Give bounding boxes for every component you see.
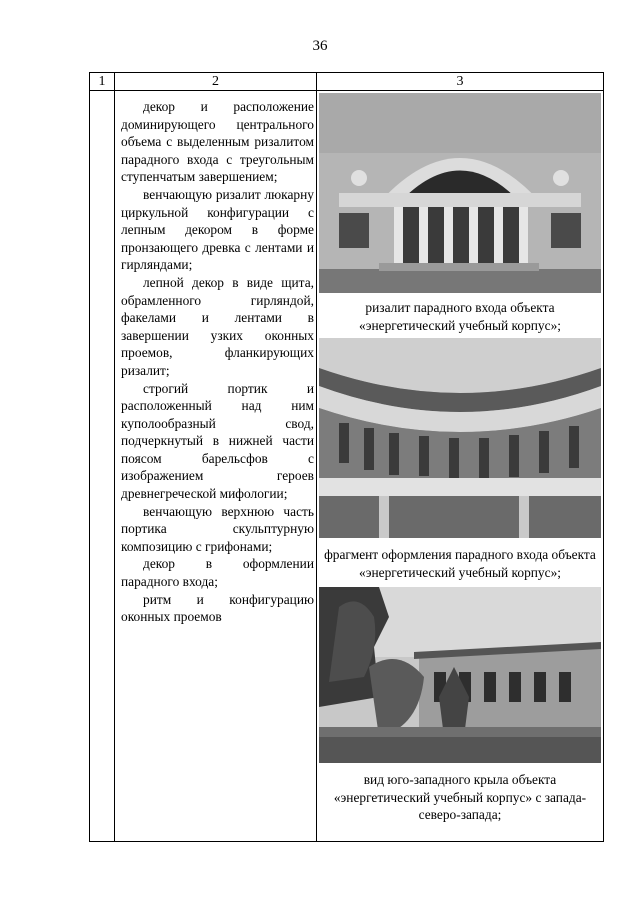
building-facade-photo [319, 93, 601, 293]
list-item: декор в оформлении парадного входа; [121, 556, 314, 590]
list-item: лепной декор в виде щита, обрамленного гирляндой, факелами и лентами в завершении узких оконных проемов, фланкирующих ризалит; [121, 274, 314, 378]
heritage-table [89, 72, 604, 842]
list-item: ритм и конфигурацию оконных проемов [121, 591, 314, 625]
page-number: 36 [312, 38, 328, 54]
column-header-3: 3 [317, 73, 604, 91]
bas-relief-vault-photo [319, 338, 601, 538]
list-item: венчающую верхнюю часть портика скульптурную композицию с грифонами; [121, 503, 314, 554]
list-item: строгий портик и расположенный над ним куполообразный свод, подчеркнутый в нижней части поясом барельсфов с изображением героев древнегреческой мифологии; [121, 380, 314, 502]
building-wing-trees-photo [319, 587, 601, 763]
empty-cell [90, 91, 115, 842]
photo-caption: ризалит парадного входа объекта «энергетический учебный корпус»; [359, 300, 561, 333]
photos-cell [317, 91, 604, 842]
table-header-row [90, 73, 604, 91]
photo-caption: вид юго-западного крыла объекта «энергетический учебный корпус» с запада-северо-запада; [333, 772, 587, 822]
column-header-1: 1 [90, 73, 115, 91]
list-item: венчающую ризалит люкарну циркульной конфигурации с лепным декором в форме пронзающего древка с лентами и гирляндами; [121, 186, 314, 273]
table-row [90, 91, 604, 842]
photo-caption: фрагмент оформления парадного входа объекта «энергетический учебный корпус»; [324, 547, 596, 580]
column-header-2: 2 [115, 73, 317, 91]
description-cell [115, 91, 317, 842]
list-item: декор и расположение доминирующего центрального объема с выделенным ризалитом парадного входа с треугольным ступенчатым завершением; [121, 99, 314, 185]
